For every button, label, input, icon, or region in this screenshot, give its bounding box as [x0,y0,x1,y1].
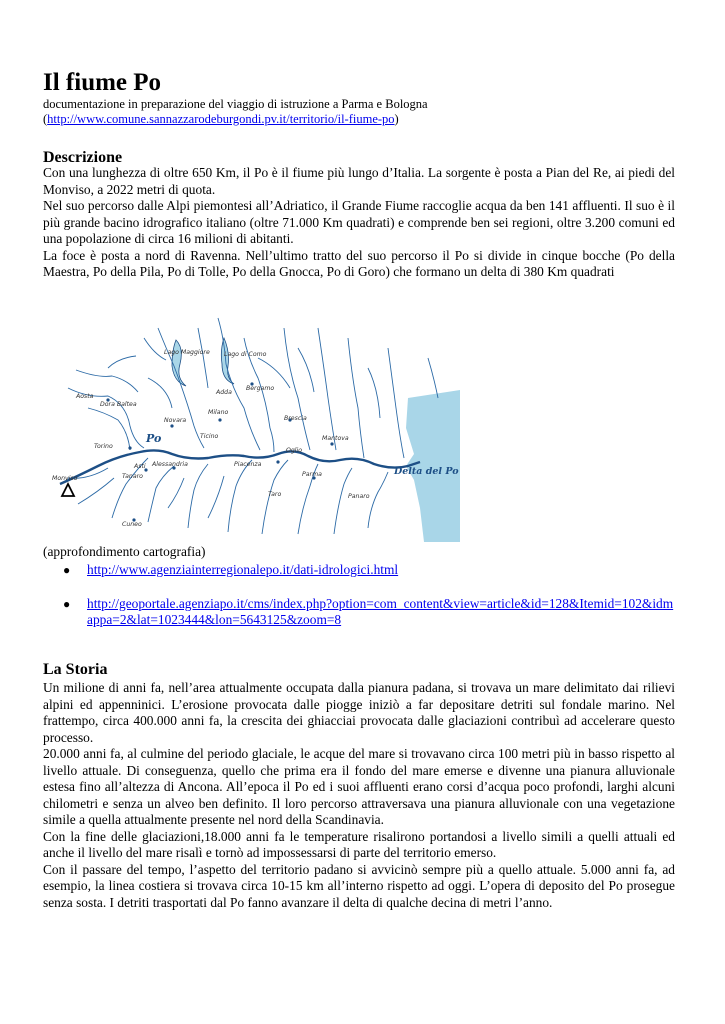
map-label-taro: Taro [268,491,282,498]
map-label-piacenza: Piacenza [234,461,262,468]
map-label-delta-del-po: Delta del Po [394,466,459,477]
bullet-icon: ● [63,596,71,611]
map-label-brescia: Brescia [284,415,307,422]
map-label-mantova: Mantova [322,435,349,442]
storia-paragraph-2: 20.000 anni fa, al culmine del periodo glaciale, le acque del mare si trovavano circa 100 metri più in basso rispetto al livello attuale. Di conseguenza, quello che prima era il fondo del mare emerse e divenne una pianura alluvionale estesa fino all’altezza di Ancona. All’epoca il Po ed i suoi affluenti erano corsi d’acqua poco profondi, larghi alcuni chilometri e senza un alveo ben definito. Il loro percorso attraversava una pianura alluvionale con una vegetazione simile a quella attualmente presente nel nord della Scandinavia. [43,746,675,827]
descrizione-body [43,165,675,281]
descrizione-paragraph-2: Nel suo percorso dalle Alpi piemontesi all’Adriatico, il Grande Fiume raccoglie acqua da ben 141 affluenti. Il suo è il più grande bacino idrografico italiano (oltre 71.000 Km quadrati) e comprende ben sei regioni, oltre 3.200 comuni ed una popolazione di circa 16 milioni di abitanti. [43,198,675,246]
po-basin-map [48,308,460,542]
map-label-milano: Milano [208,409,229,416]
link-geoportale[interactable]: http://geoportale.agenziapo.it/cms/index.php?option=com_content&view=article&id=128&Itemid=102&idmappa=2&lat=1023444&lon=5643125&zoom=8 [87,595,674,627]
map-label-parma: Parma [302,471,322,478]
source-link[interactable]: http://www.comune.sannazzarodeburgondi.pv.it/territorio/il-fiume-po [47,112,395,126]
list-item [43,562,675,579]
map-label-dora-baltea: Dora Baltea [100,401,137,408]
map-label-po: Po [146,432,162,445]
map-label-torino: Torino [94,443,113,450]
map-label-tanaro: Tanaro [122,473,143,480]
map-label-novara: Novara [164,417,187,424]
source-line [43,112,399,127]
map-label-panaro: Panaro [348,493,370,500]
map-label-lago-di-como: Lago di Como [224,351,267,358]
storia-paragraph-3: Con la fine delle glaciazioni,18.000 anni fa le temperature risalirono portandosi a livello simili a quelli attuali ed anche il livello del mare risalì e tornò ad impossessarsi di parte del territorio emerso. [43,828,675,860]
map-label-bergamo: Bergamo [246,385,275,392]
storia-paragraph-1: Un milione di anni fa, nell’area attualmente occupata dalla pianura padana, si trovava un mare delimitato dai rilievi alpini ed appenninici. L’erosione provocata dalle piogge iniziò a far depositare detriti sul fondale marino. Nel frattempo, circa 400.000 anni fa, la crescita dei ghiacciai provocata dalle glaciazioni contribuì ad accelerare questo processo. [43,680,675,745]
map-label-adda: Adda [216,389,232,396]
map-caption: (approfondimento cartografia) [43,544,206,559]
descrizione-paragraph-3: La foce è posta a nord di Ravenna. Nell’ultimo tratto del suo percorso il Po si divide in cinque bocche (Po della Maestra, Po della Pila, Po di Tolle, Po della Gnocca, Po di Goro) che formano un delta di 380 Km quadrati [43,247,675,279]
map-label-lago-maggiore: Lago Maggiore [164,349,210,356]
map-label-oglio: Oglio [286,447,303,454]
subtitle: documentazione in preparazione del viaggio di istruzione a Parma e Bologna [43,97,428,111]
storia-body [43,680,675,911]
map-label-cuneo: Cuneo [122,521,142,528]
map-label-ticino: Ticino [200,433,219,440]
open-paren: ( [43,112,48,126]
map-label-monviso: Monviso [52,475,78,482]
map-label-asti: Asti [134,463,146,470]
bullet-icon: ● [63,563,71,577]
link-dati-idrologici[interactable]: http://www.agenziainterregionalepo.it/dati-idrologici.html [87,562,399,577]
close-paren: ) [394,112,399,126]
page-title: Il fiume Po [43,69,162,96]
descrizione-paragraph-1: Con una lunghezza di oltre 650 Km, il Po è il fiume più lungo d’Italia. La sorgente è posta a Pian del Re, ai piedi del Monviso, a 2022 metri di quota. [43,165,675,197]
map-label-aosta: Aosta [76,393,94,400]
link-list [43,562,675,629]
list-item [43,596,675,629]
storia-heading: La Storia [43,661,108,678]
map-label-alessandria: Alessandria [152,461,188,468]
descrizione-heading: Descrizione [43,149,123,166]
storia-paragraph-4: Con il passare del tempo, l’aspetto del territorio padano si avvicinò sempre più a quello attuale. 5.000 anni fa, ad esempio, la linea costiera si trovava circa 10-15 km all’interno rispetto ad oggi. L’opera di deposito del Po prosegue senza sosta. I detriti trasportati dal Po fanno avanzare il delta di qualche decina di metri l’anno. [43,861,675,910]
